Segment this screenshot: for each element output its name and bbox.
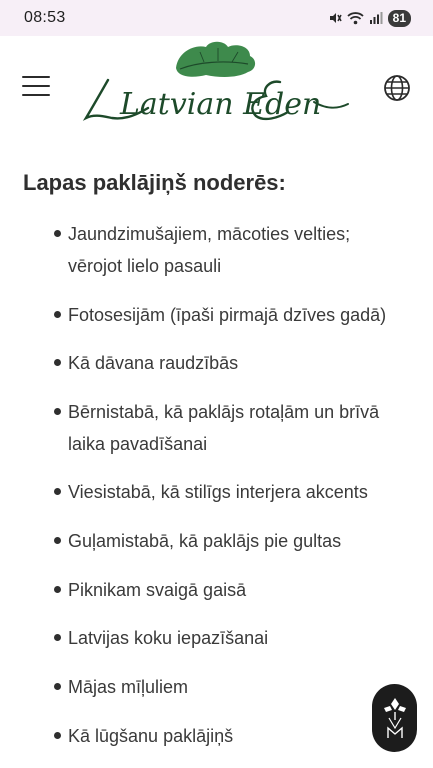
hamburger-menu-icon[interactable] <box>22 76 50 98</box>
bullet-icon <box>54 683 61 690</box>
brand-emblem-icon <box>380 694 410 742</box>
list-item-text: Bērnistabā, kā paklājs rotaļām un brīvā <box>68 402 380 422</box>
list-item <box>0 218 433 299</box>
bullet-icon <box>54 488 61 495</box>
chat-widget-button[interactable] <box>372 684 417 752</box>
list-item <box>0 476 433 525</box>
list-item-text: Latvijas koku iepazīšanai <box>68 628 269 648</box>
list-item <box>0 622 433 671</box>
list-item <box>0 299 433 347</box>
bullet-icon <box>54 408 61 415</box>
wifi-icon <box>347 11 364 25</box>
list-item-text: Kā dāvana raudzībās <box>68 353 239 373</box>
list-item-text: Fotosesijām (īpaši pirmajā dzīves gadā) <box>68 305 387 325</box>
feature-list <box>0 218 433 760</box>
status-bar <box>0 0 433 36</box>
list-item-text: Viesistabā, kā stilīgs interjera akcents <box>68 482 368 502</box>
bullet-icon <box>54 732 61 739</box>
list-item <box>0 671 433 720</box>
bullet-icon <box>54 634 61 641</box>
bullet-icon <box>54 537 61 544</box>
bullet-icon <box>54 230 61 237</box>
list-item-text: Mājas mīļuliem <box>68 677 189 697</box>
list-item-text-cont: vērojot lielo pasauli <box>68 256 222 276</box>
globe-icon[interactable] <box>383 74 411 102</box>
section-title: Lapas paklājiņš noderēs: <box>23 170 286 195</box>
list-item <box>0 720 433 760</box>
bullet-icon <box>54 311 61 318</box>
list-item <box>0 396 433 476</box>
bullet-icon <box>54 359 61 366</box>
brand-logo[interactable] <box>78 38 353 138</box>
site-header <box>0 36 433 146</box>
list-item-text: Guļamistabā, kā paklājs pie gultas <box>68 531 342 551</box>
list-item-text: Jaundzimušajiem, mācoties velties; <box>68 224 351 244</box>
bullet-icon <box>54 586 61 593</box>
status-time: 08:53 <box>24 9 66 26</box>
list-item <box>0 525 433 574</box>
list-item-text: Piknikam svaigā gaisā <box>68 580 247 600</box>
signal-icon <box>369 11 383 25</box>
oak-leaf-icon <box>176 42 255 77</box>
list-item-text-cont: laika pavadīšanai <box>68 434 208 454</box>
status-icons <box>328 10 411 27</box>
list-item <box>0 574 433 622</box>
mute-icon <box>328 11 342 25</box>
list-item-text: Kā lūgšanu paklājiņš <box>68 726 234 746</box>
battery-icon: 81 <box>388 10 411 27</box>
list-item <box>0 347 433 396</box>
logo-text: Latvian Eden <box>120 87 322 122</box>
